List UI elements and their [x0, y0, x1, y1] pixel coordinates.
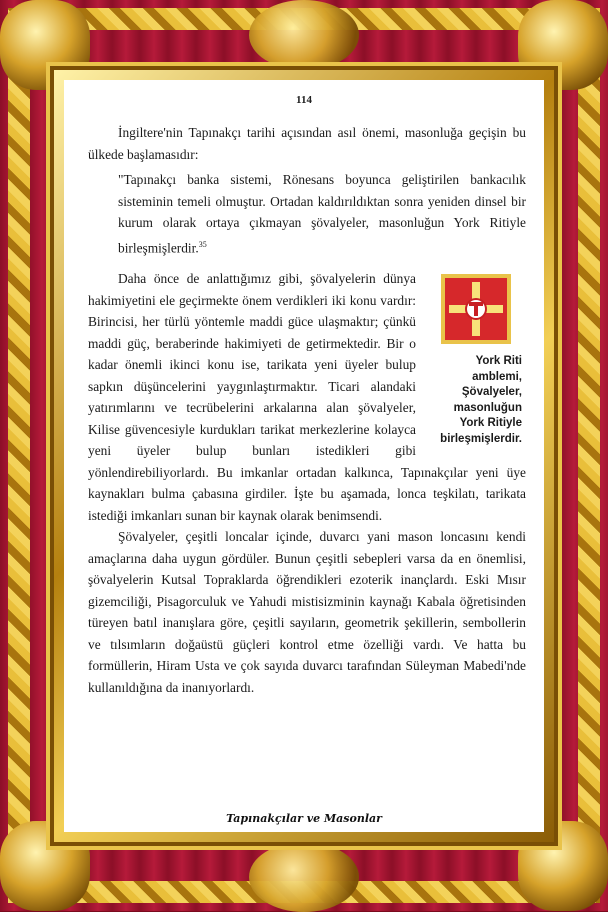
page-number: 114 [296, 94, 312, 106]
paragraph-intro: İngiltere'nin Tapınakçı tarihi açısından asıl önemi, masonluğa geçişin bu ülkede başlamasıdır: [88, 125, 526, 162]
quote-text: "Tapınakçı banka sistemi, Rönesans boyunca geliştirilen bankacılık sisteminin temeli olmuştur. Ortadan kaldırıldıktan sonra yeniden dinsel bir kurum olarak ortaya çıkmayan şövalyeler, masonluğun York Ritiyle birleşmişlerdir. [118, 172, 526, 255]
footnote-marker: 35 [198, 239, 207, 249]
block-quote [118, 169, 526, 258]
page-content [64, 80, 544, 832]
bottom-ornament [249, 842, 359, 912]
paragraph-three: Şövalyeler, çeşitli loncalar içinde, duvarcı yani mason loncasını kendi amaçlarına daha uygun gördüler. Bunun çeşitli sebepleri varsa da en önemlisi, şövalyelerin Kutsal Topraklarda öğrendikleri ezoterik inançlardı. Eski Mısır gizemciliği, Pisagorculuk ve Yahudi mistisizminin kaynağı Kabala öğretisinden türeyen batıl inanışlara göre, çeşitli sayıların, geometrik şekillerin, sembollerin ve tılsımların doğaüstü güçleri kontrol etme özelliği vardı. Ve hatta bu formüllerin, Hiram Usta ve çok sayıda duvarcı tarafından Süleyman Mabedi'nde kullanıldığına da inanıyorlardı. [88, 529, 526, 695]
paragraph-two: Daha önce de anlattığımız gibi, şövalyelerin dünya hakimiyetini ele geçirmekte önem verdikleri iki konu vardır: Birincisi, her türlü yöntemle maddi güce ulaşmaktır; çünkü maddi güç, beraberinde hakimiyeti de getirmektedir. Bir o kadar önemli ikinci konu ise, tarikata yeni üyeler bulup sapkın düşüncelerini yaygınlaştırmaktır. Ticari alandaki yatırımlarını ve tecrübelerini arkalarına alan şövalyeler, Kilise güvencesiyle kurdukları tarikat merkezlerine kolayca yeni üyeler bulup bunları istedikleri gibi yönlendirebiliyorlardı. Bu imkanlar ortadan kalkınca, Tapınakçılar yeni üye kaynakları bulma çabasına girdiler. İşte bu aşamada, lonca teşkilatı, tarikata istediği imkanları sunan bir kaynak olarak benimsendi. [88, 271, 526, 523]
running-footer-title: Tapınakçılar ve Masonlar [226, 812, 382, 825]
emblem-figure [426, 274, 526, 447]
top-ornament [249, 0, 359, 70]
york-rite-emblem-icon [441, 274, 511, 344]
body-text [88, 122, 526, 698]
figure-caption: York Riti amblemi, Şövalyeler, masonluğun York Ritiyle birleşmişlerdir. [440, 355, 522, 445]
